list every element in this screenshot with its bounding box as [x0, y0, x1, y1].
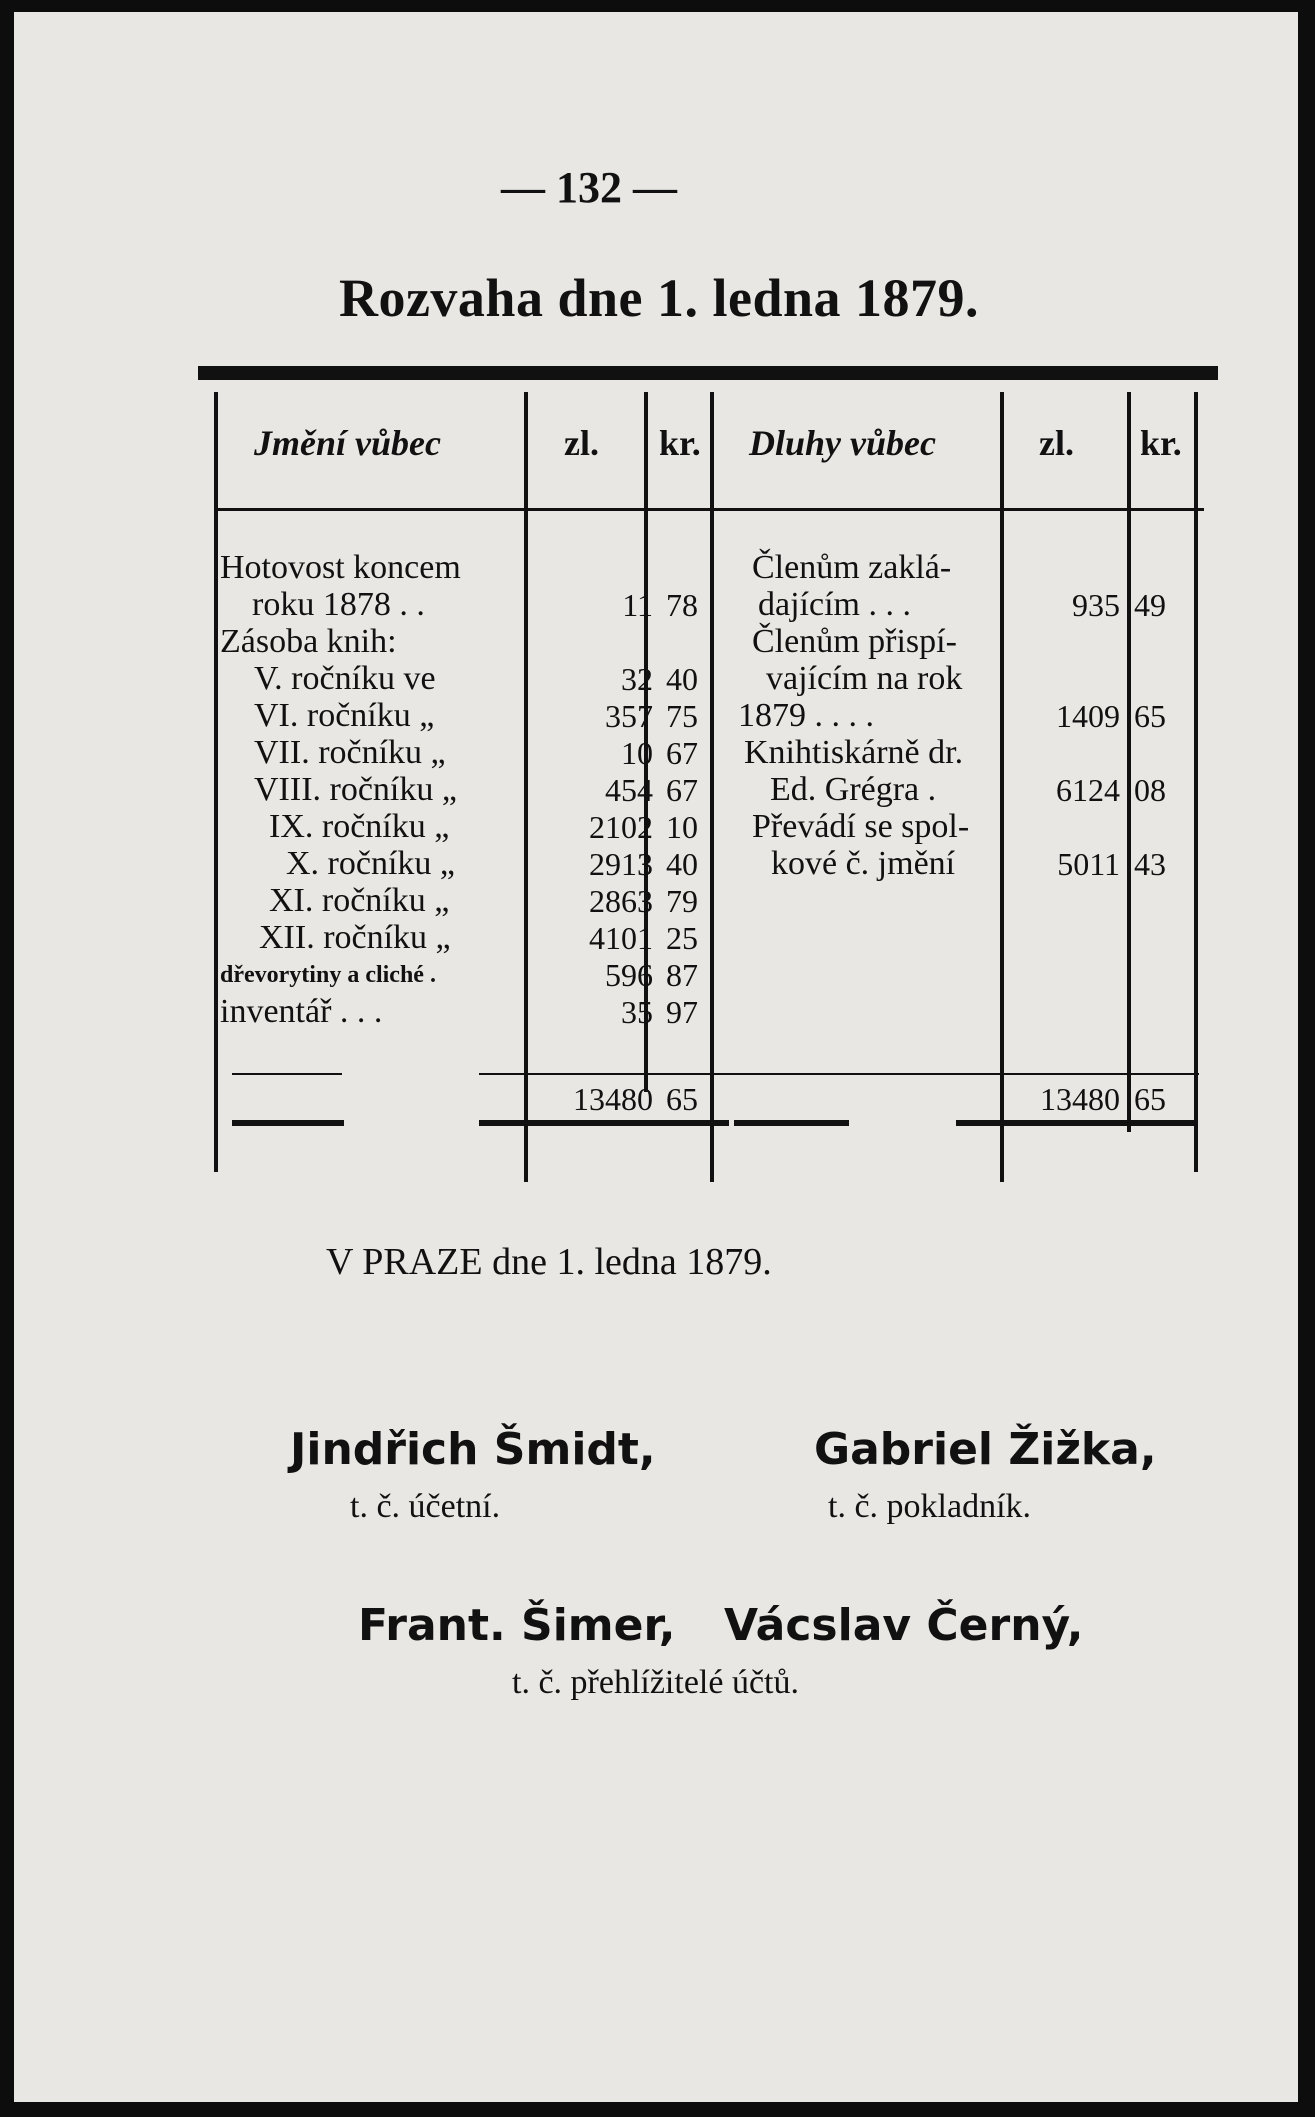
liability-label: Knihtiskárně dr.	[744, 734, 964, 771]
header-rule	[214, 508, 1204, 511]
double-rule	[232, 1120, 344, 1126]
asset-label: roku 1878 . .	[252, 586, 425, 623]
asset-kr: 75	[666, 698, 698, 734]
table-top-rule	[198, 366, 1218, 380]
liability-kr: 43	[1134, 846, 1166, 882]
liability-zl: 5011	[1057, 846, 1120, 882]
page-number: — 132 —	[501, 163, 677, 212]
asset-zl: 32	[621, 661, 653, 697]
asset-kr: 78	[666, 587, 698, 623]
zl-header: zl.	[1039, 423, 1074, 463]
asset-zl: 596	[605, 957, 653, 993]
asset-kr: 40	[666, 661, 698, 697]
asset-zl: 35	[621, 994, 653, 1030]
asset-label: XII. ročníku „	[259, 919, 451, 956]
signature-name: Vácslav Černý,	[724, 1600, 1084, 1651]
page-title: Rozvaha dne 1. ledna 1879.	[338, 268, 980, 328]
place-date: V PRAZE dne 1. ledna 1879.	[326, 1241, 772, 1283]
liability-zl: 1409	[1056, 698, 1120, 734]
asset-kr: 40	[666, 846, 698, 882]
column-divider	[214, 392, 218, 1172]
asset-zl: 2913	[589, 846, 653, 882]
asset-label: dřevorytiny a cliché .	[220, 962, 436, 988]
asset-zl: 11	[622, 587, 653, 623]
liability-kr: 08	[1134, 772, 1166, 808]
signature-role: t. č. přehlížitelé účtů.	[512, 1664, 799, 1701]
liability-label: kové č. jmění	[771, 845, 956, 882]
liability-label: 1879 . . . .	[738, 697, 874, 734]
asset-kr: 10	[666, 809, 698, 845]
liability-label: Převádí se spol-	[752, 808, 970, 845]
asset-kr: 25	[666, 920, 698, 956]
liability-zl: 935	[1072, 587, 1120, 623]
total-rule	[232, 1073, 342, 1075]
asset-kr: 67	[666, 772, 698, 808]
asset-label: IX. ročníku „	[269, 808, 450, 845]
asset-label: VIII. ročníku „	[254, 771, 457, 808]
asset-label: VII. ročníku „	[254, 734, 446, 771]
assets-total-zl: 13480	[573, 1081, 653, 1117]
double-rule	[734, 1120, 849, 1126]
column-divider	[524, 392, 528, 1182]
assets-total-kr: 65	[666, 1081, 698, 1117]
zl-header: zl.	[564, 423, 599, 463]
signature-role: t. č. pokladník.	[828, 1488, 1032, 1525]
asset-kr: 67	[666, 735, 698, 771]
asset-kr: 87	[666, 957, 698, 993]
liabilities-total-kr: 65	[1134, 1081, 1166, 1117]
asset-label: VI. ročníku „	[254, 697, 435, 734]
liability-kr: 49	[1134, 587, 1166, 623]
liability-kr: 65	[1134, 698, 1166, 734]
kr-header: kr.	[659, 423, 701, 463]
asset-zl: 4101	[589, 920, 653, 956]
asset-label: X. ročníku „	[286, 845, 456, 882]
assets-header: Jmění vůbec	[254, 423, 441, 463]
asset-zl: 2863	[589, 883, 653, 919]
asset-zl: 2102	[589, 809, 653, 845]
asset-label: inventář . . .	[220, 993, 383, 1030]
document-page	[14, 12, 1298, 2102]
column-divider	[1000, 392, 1004, 1182]
asset-zl: 357	[605, 698, 653, 734]
signature-name: Frant. Šimer,	[358, 1600, 676, 1651]
asset-label: Zásoba knih:	[220, 623, 397, 660]
column-divider	[710, 392, 714, 1182]
liability-label: Ed. Grégra .	[770, 771, 937, 808]
liabilities-header: Dluhy vůbec	[749, 423, 936, 463]
kr-header: kr.	[1140, 423, 1182, 463]
double-rule	[956, 1120, 1196, 1126]
signature-role: t. č. účetní.	[350, 1488, 501, 1525]
liability-label: Členům zaklá-	[752, 549, 952, 586]
asset-zl: 10	[621, 735, 653, 771]
liability-label: vajícím na rok	[766, 660, 963, 697]
column-divider	[1194, 392, 1198, 1172]
liability-label: dajícím . . .	[758, 586, 911, 623]
asset-label: V. ročníku ve	[254, 660, 436, 697]
asset-label: XI. ročníku „	[269, 882, 450, 919]
total-rule	[479, 1073, 1199, 1075]
signature-name: Gabriel Žižka,	[814, 1424, 1157, 1475]
column-divider	[1127, 392, 1131, 1132]
liability-label: Členům přispí-	[752, 623, 957, 660]
asset-zl: 454	[605, 772, 653, 808]
asset-kr: 97	[666, 994, 698, 1030]
asset-kr: 79	[666, 883, 698, 919]
liability-zl: 6124	[1056, 772, 1120, 808]
liabilities-total-zl: 13480	[1040, 1081, 1120, 1117]
asset-label: Hotovost koncem	[220, 549, 461, 586]
double-rule	[479, 1120, 729, 1126]
signature-name: Jindřich Šmidt,	[290, 1424, 656, 1475]
